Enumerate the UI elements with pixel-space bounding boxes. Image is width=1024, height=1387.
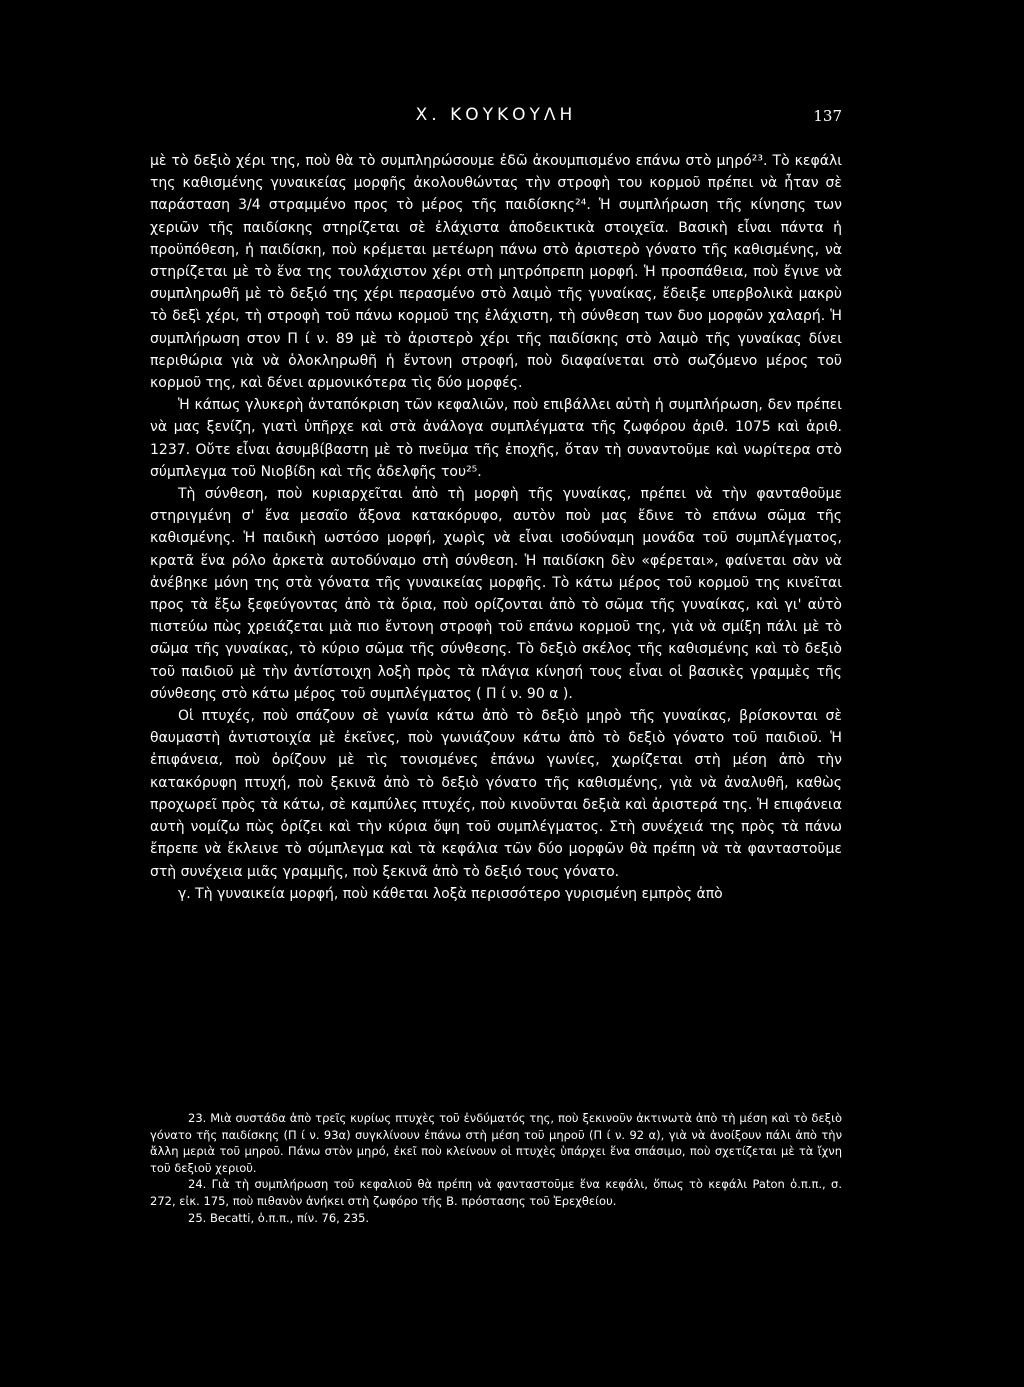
running-head [150,105,842,131]
footnote: 24. Γιὰ τὴ συμπλήρωση τοῦ κεφαλιοῦ θὰ πρέπη νὰ φανταστοῦμε ἕνα κεφάλι, ὅπως τὸ κεφάλι Paton ὁ.π.π., σ. 272, εἰκ. 175, ποὺ πιθανὸν ἀνήκει στὴ ζωφόρο τῆς Β. πρόστασης τοῦ Ἐρεχθείου. [150,1177,842,1208]
footnotes [150,1110,842,1226]
paragraph: Οἱ πτυχές, ποὺ σπάζουν σὲ γωνία κάτω ἀπὸ τὸ δεξιὸ μηρὸ τῆς γυναίκας, βρίσκονται σὲ θαυμαστὴ ἀντιστοιχία μὲ ἐκεῖνες, ποὺ γωνιάζουν κάτω ἀπὸ τὸ δεξιὸ γόνατο τοῦ παιδιοῦ. Ἡ ἐπιφάνεια, ποὺ ὁρίζουν μὲ τὶς τονισμένες ἐπάνω γωνίες, χωρίζεται στὴ μέση ἀπὸ τὴν κατακόρυφη πτυχή, ποὺ ξεκινᾶ ἀπὸ τὸ δεξιὸ γόνατο τῆς καθισμένης, γιὰ νὰ ἀναλυθῆ, καθὼς προχωρεῖ πρὸς τὰ κάτω, σὲ καμπύλες πτυχές, ποὺ κινοῦνται δεξιὰ καὶ ἀριστερά της. Ἡ επιφάνεια αυτὴ νομίζω πὼς ὁρίζει καὶ τὴν κύρια ὄψη τοῦ συμπλέγματος. Στὴ συνέχειά της πρὸς τὰ πάνω ἔπρεπε νὰ ἔκλεινε τὸ σύμπλεγμα καὶ τὰ κεφάλια τῶν δύο μορφῶν θὰ πρέπη νὰ τὰ φανταστοῦμε στὴ συνέχεια μιᾶς γραμμῆς, ποὺ ξεκινᾶ ἀπὸ τὸ δεξιό τους γόνατο. [150,708,842,880]
paragraph: Τὴ σύνθεση, ποὺ κυριαρχεῖται ἀπὸ τὴ μορφὴ τῆς γυναίκας, πρέπει νὰ τὴν φανταθοῦμε στηριγμένη σ' ἕνα μεσαῖο ἄξονα κατακόρυφο, αυτὸν ποὺ μας ἔδινε τὸ επάνω σῶμα τῆς καθισμένης. Ἡ παιδικὴ ωστόσο μορφή, χωρὶς νὰ εἶναι ισοδύναμη μονάδα τοῦ συμπλέγματος, κρατᾶ ἕνα ρόλο ἀρκετὰ αυτοδύναμο στὴ σύνθεση. Ἡ παιδίσκη δὲν «φέρεται», φαίνεται σὰν νὰ ἀνέβηκε μόνη της στὰ γόνατα τῆς γυναικείας μορφῆς. Τὸ κάτω μέρος τοῦ κορμοῦ της κινεῖται προς τὰ ἔξω ξεφεύγοντας ἀπὸ τὰ ὅρια, ποὺ ορίζονται ἀπὸ τὸ σῶμα τῆς γυναίκας, καὶ γι' αὐτὸ πιστεύω πὼς χρειάζεται μιὰ πιο ἔντονη στροφὴ τοῦ επάνω κορμοῦ της, γιὰ νὰ σμίξη πάλι μὲ τὸ σῶμα τῆς γυναίκας, τὸ κύριο σῶμα τῆς σύνθεσης. Τὸ δεξιὸ σκέλος τῆς καθισμένης καὶ τὸ δεξιὸ τοῦ παιδιοῦ μὲ τὴν ἀντίστοιχη λοξὴ πρὸς τὰ πλάγια κίνησή τους εἶναι οἱ βασικὲς γραμμὲς τῆς σύνθεσης στὸ κάτω μέρος τοῦ συμπλέγματος ( Π ί ν. 90 α ). [150,486,842,702]
body-text [150,150,842,905]
footnote: 23. Μιὰ συστάδα ἀπὸ τρεῖς κυρίως πτυχὲς τοῦ ἐνδύματός της, ποὺ ξεκινοῦν ἀκτινωτὰ ἀπὸ τὴ μέση καὶ τὸ δεξιὸ γόνατο τῆς παιδίσκης (Π ί ν. 93α) συγκλίνουν ἐπάνω στὴ μέση τοῦ μηροῦ (Π ί ν. 92 α), γιὰ νὰ ἀνοίξουν πάλι ἀπὸ τὴν ἄλλη μεριὰ τοῦ μηροῦ. Πάνω στὸν μηρό, ἐκεῖ ποὺ κλείνουν οἱ πτυχὲς ὑπάρχει ἕνα σπάσιμο, ποὺ σχετίζεται μὲ τὰ ἴχνη τοῦ δεξιοῦ χεριοῦ. [150,1111,842,1175]
paragraph: γ. Τὴ γυναικεία μορφή, ποὺ κάθεται λοξὰ περισσότερο γυρισμένη εμπρὸς ἀπὸ [178,885,723,902]
running-title: X. ΚΟΥΚΟΥΛΗ [415,105,577,125]
page-number: 137 [813,107,842,125]
footnote: 25. Becatti, ὁ.π.π., πίν. 76, 235. [188,1210,370,1225]
paragraph: μὲ τὸ δεξιὸ χέρι της, ποὺ θὰ τὸ συμπληρώσουμε ἐδῶ ἀκουμπισμένο επάνω στὸ μηρό²³. Τὸ κεφάλι της καθισμένης γυναικείας μορφῆς ἀκολουθώντας τὴν στροφὴ του κορμοῦ πρέπει νὰ ἦταν σὲ παράσταση 3/4 στραμμένο προς τὸ μέρος τῆς παιδίσκης²⁴. Ἡ συμπλήρωση τῆς κίνησης των χεριῶν τῆς παιδίσκης στηρίζεται σὲ ἐλάχιστα ἀποδεικτικὰ στοιχεῖα. Βασικὴ εἶναι πάντα ἡ προϋπόθεση, ἡ παιδίσκη, ποὺ κρέμεται μετέωρη πάνω στὸ ἀριστερὸ γόνατο τῆς καθισμένης, νὰ στηρίζεται μὲ τὸ ἕνα της τουλάχιστον χέρι στὴ μητρόπρεπη μορφή. Ἡ προσπάθεια, ποὺ ἔγινε νὰ συμπληρωθῆ μὲ τὸ δεξιό της χέρι περασμένο στὸ λαιμὸ τῆς γυναίκας, ἔδειξε υπερβολικὰ μακρὺ τὸ δεξὶ χέρι, τὴ στροφὴ τοῦ πάνω κορμοῦ της ἐλάχιστη, τὴ σύνθεση των δυο μορφῶν χαλαρή. Ἡ συμπλήρωση στον Π ί ν. 89 μὲ τὸ ἀριστερὸ χέρι τῆς παιδίσκης στὸ λαιμὸ τῆς γυναίκας δίνει περιθώρια γιὰ νὰ ὁλοκληρωθῆ ἡ ἔντονη στροφή, ποὺ διαφαίνεται στὸ σωζόμενο μέρος τοῦ κορμοῦ της, καὶ δένει αρμονικότερα τὶς δύο μορφές. [150,153,842,392]
paragraph: Ἡ κάπως γλυκερὴ ἀνταπόκριση τῶν κεφαλιῶν, ποὺ επιβάλλει αὐτὴ ἡ συμπλήρωση, δεν πρέπει νὰ μας ξενίζη, γιατὶ ὑπῆρχε καὶ στὰ ἀνάλογα συμπλέγματα τῆς ζωφόρου ἀριθ. 1075 καὶ ἀριθ. 1237. Οὔτε εἶναι ἀσυμβίβαστη μὲ τὸ πνεῦμα τῆς ἐποχῆς, ὅταν τὴ συναντοῦμε καὶ νωρίτερα στὸ σύμπλεγμα τοῦ Νιοβίδη καὶ τῆς ἀδελφῆς του²⁵. [150,397,842,480]
